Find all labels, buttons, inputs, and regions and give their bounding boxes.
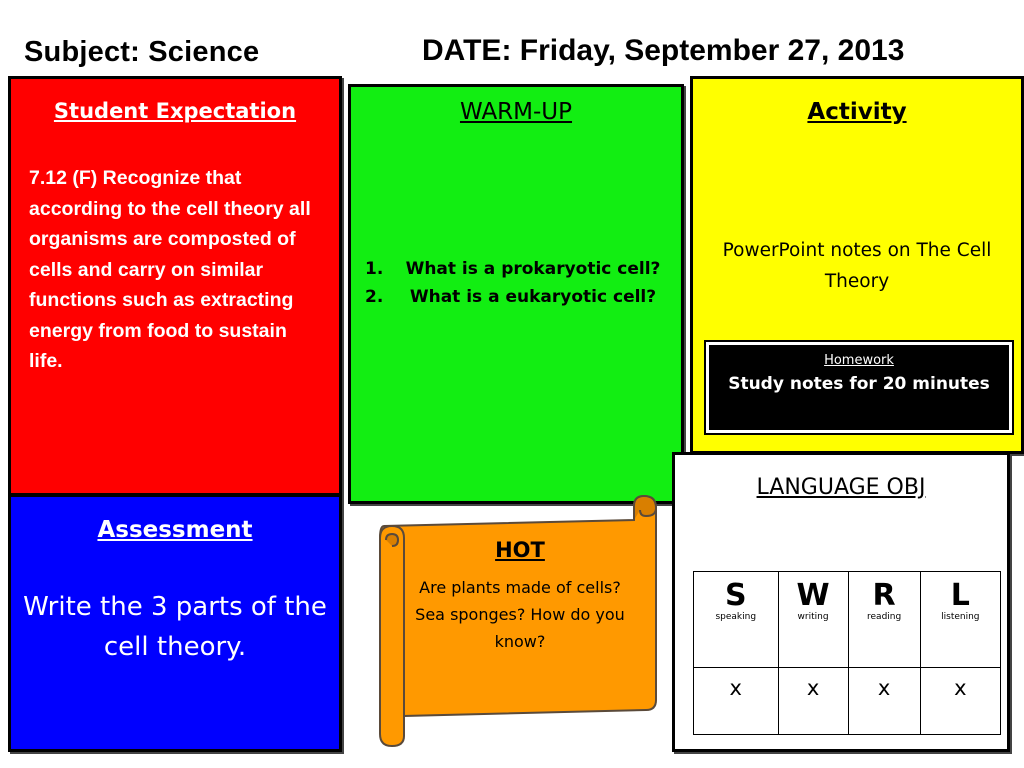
- assessment-text: Write the 3 parts of the cell theory.: [23, 592, 327, 662]
- list-item-number: 1.: [365, 259, 384, 279]
- letter-r: R: [872, 578, 896, 613]
- student-expectation-text: 7.12 (F) Recognize that according to the cell theory all organisms are composted of cells and carry on similar functions such as extracting energy from food to sustain life.: [29, 167, 311, 372]
- subject-title: Subject: Science: [24, 36, 260, 68]
- warmup-panel: [348, 84, 684, 504]
- language-obj-heading: LANGUAGE OBJ: [756, 475, 926, 500]
- language-table: [693, 571, 1001, 735]
- language-obj-panel: [672, 452, 1010, 752]
- table-cell: [694, 572, 779, 668]
- letter-w: W: [796, 578, 830, 613]
- assessment-heading: Assessment: [97, 517, 253, 543]
- mark-cell: x: [920, 668, 1000, 735]
- hot-scroll: [364, 490, 664, 750]
- word-speaking: speaking: [715, 612, 757, 622]
- letter-l: L: [950, 578, 970, 613]
- activity-heading: Activity: [807, 99, 907, 125]
- activity-panel: [690, 76, 1024, 454]
- word-writing: writing: [797, 612, 829, 622]
- table-cell: [778, 572, 848, 668]
- list-item-number: 2.: [365, 287, 384, 307]
- student-expectation-heading: Student Expectation: [53, 99, 297, 123]
- mark-cell: x: [778, 668, 848, 735]
- table-row: [694, 572, 1001, 668]
- hot-text: Are plants made of cells? Sea sponges? How do you know?: [415, 578, 625, 651]
- list-item-text: What is a eukaryotic cell?: [409, 287, 657, 307]
- date-title: DATE: Friday, September 27, 2013: [422, 34, 905, 67]
- table-row: [694, 668, 1001, 735]
- homework-box: [706, 342, 1012, 433]
- homework-text: Study notes for 20 minutes: [728, 374, 990, 394]
- hot-title: HOT: [495, 538, 545, 562]
- assessment-panel: [8, 494, 342, 752]
- table-cell: [848, 572, 920, 668]
- list-item-text: What is a prokaryotic cell?: [405, 259, 661, 279]
- warmup-list: [365, 255, 673, 311]
- homework-label: Homework: [824, 353, 894, 368]
- mark-cell: x: [848, 668, 920, 735]
- student-expectation-panel: [8, 76, 342, 496]
- table-cell: [920, 572, 1000, 668]
- list-item: [365, 255, 673, 283]
- mark-cell: x: [694, 668, 779, 735]
- activity-text: PowerPoint notes on The Cell Theory: [722, 240, 992, 292]
- warmup-heading: WARM-UP: [459, 99, 573, 125]
- list-item: [365, 283, 673, 311]
- letter-s: S: [724, 578, 747, 613]
- word-reading: reading: [867, 612, 902, 622]
- word-listening: listening: [941, 612, 980, 622]
